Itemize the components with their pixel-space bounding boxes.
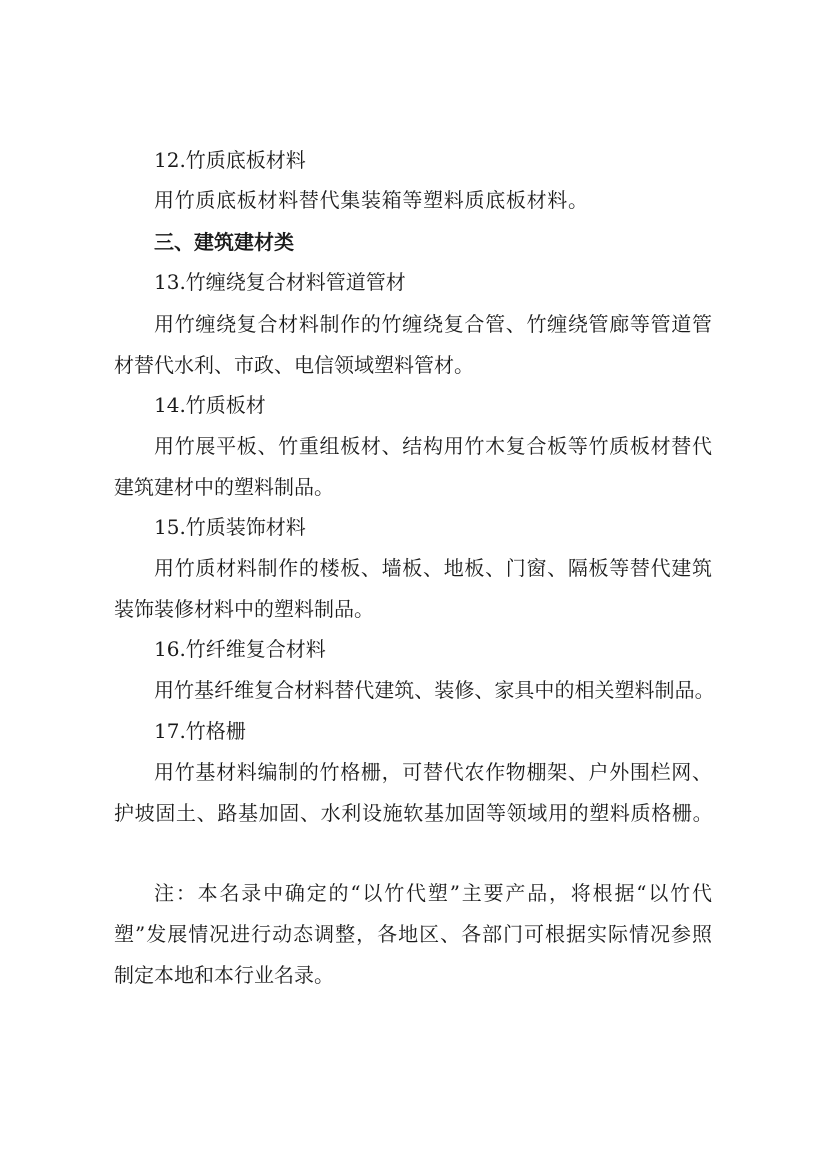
item-13-body-line-2: 材替代水利、市政、电信领域塑料管材。	[114, 353, 474, 377]
item-15-body-line-1: 用竹质材料制作的楼板、墙板、地板、门窗、隔板等替代建筑	[154, 556, 712, 580]
item-17-body-line-1: 用竹基材料编制的竹格栅，可替代农作物棚架、户外围栏网、	[154, 760, 712, 784]
item-14-title: 14.竹质板材	[154, 393, 266, 417]
item-14-body-line-1: 用竹展平板、竹重组板材、结构用竹木复合板等竹质板材替代	[154, 434, 712, 458]
item-12-title: 12.竹质底板材料	[154, 148, 306, 172]
item-16-title: 16.竹纤维复合材料	[154, 637, 326, 661]
note-line-1: 注：本名录中确定的“以竹代塑”主要产品，将根据“以竹代	[154, 881, 712, 905]
item-12-body: 用竹质底板材料替代集装箱等塑料质底板材料。	[154, 188, 588, 212]
item-17-body-line-2: 护坡固土、路基加固、水利设施软基加固等领域用的塑料质格栅。	[114, 801, 712, 825]
item-15-title: 15.竹质装饰材料	[154, 515, 306, 539]
item-13-body-line-1: 用竹缠绕复合材料制作的竹缠绕复合管、竹缠绕管廊等管道管	[154, 312, 712, 336]
item-16-body: 用竹基纤维复合材料替代建筑、装修、家具中的相关塑料制品。	[154, 678, 714, 702]
note-line-3: 制定本地和本行业名录。	[114, 963, 334, 987]
item-17-title: 17.竹格栅	[154, 719, 246, 743]
item-13-title: 13.竹缠绕复合材料管道管材	[154, 270, 406, 294]
note-line-2: 塑”发展情况进行动态调整，各地区、各部门可根据实际情况参照	[114, 922, 712, 946]
item-15-body-line-2: 装饰装修材料中的塑料制品。	[114, 597, 374, 621]
section-heading-building-materials: 三、建筑建材类	[154, 230, 294, 254]
item-14-body-line-2: 建筑建材中的塑料制品。	[114, 475, 334, 499]
